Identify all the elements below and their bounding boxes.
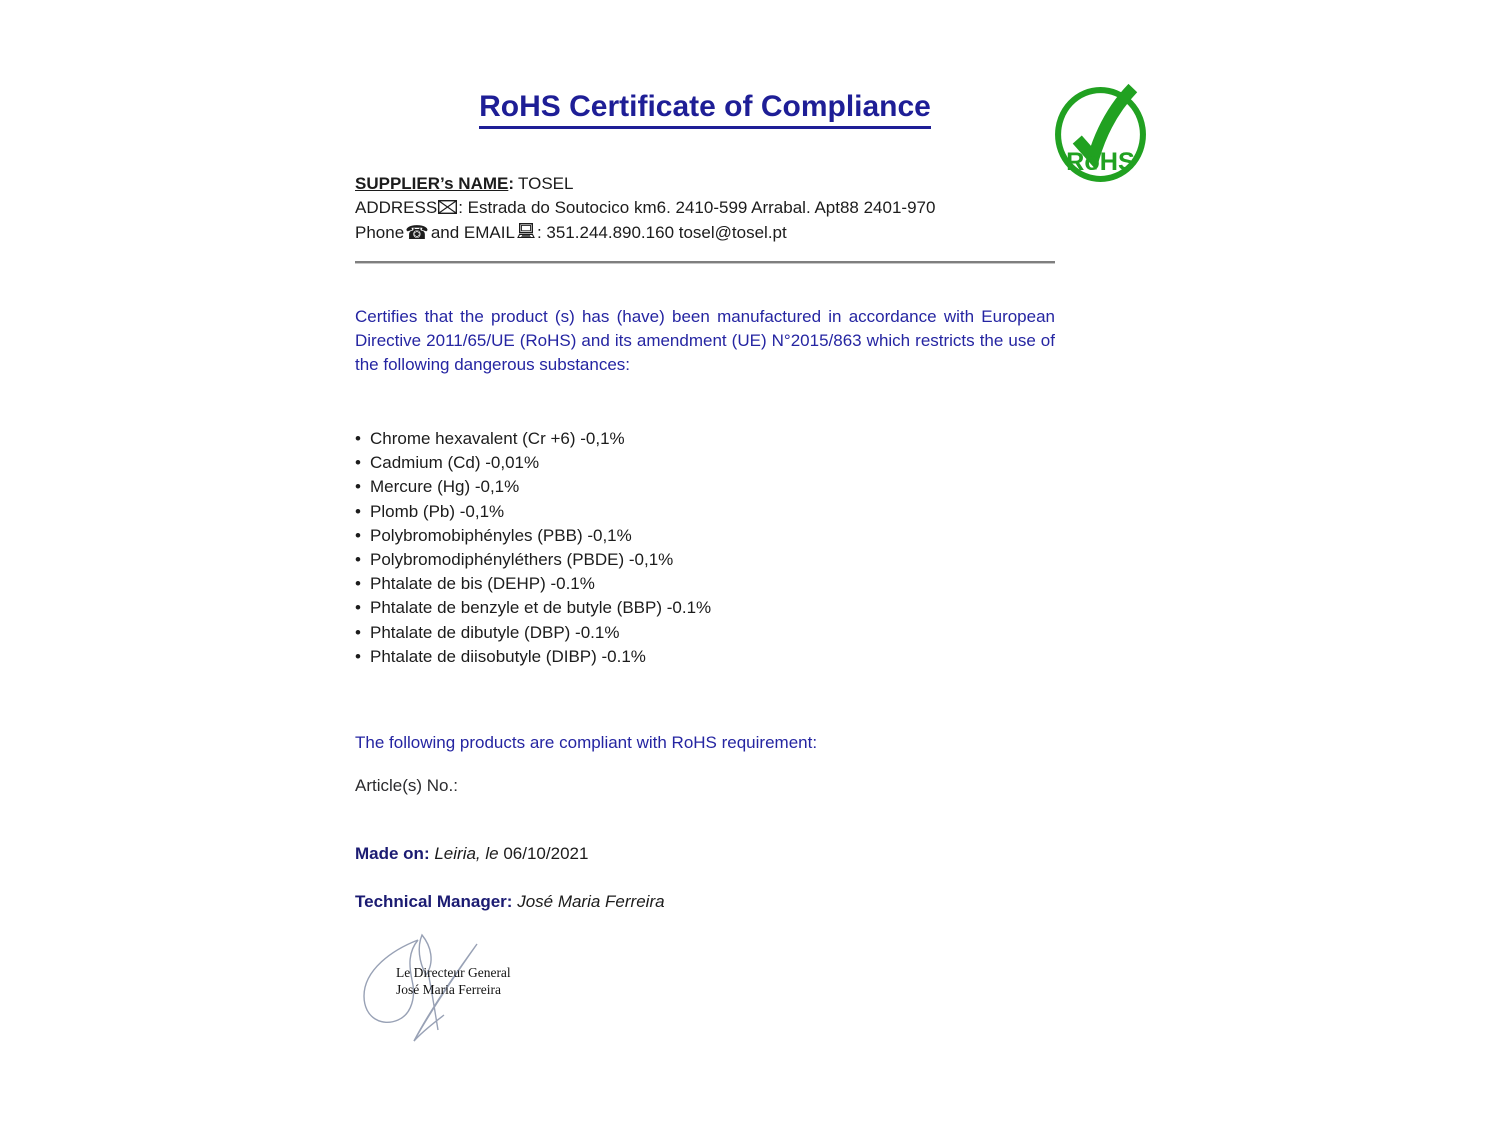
supplier-block xyxy=(355,172,1075,246)
articles-label: Article(s) No.: xyxy=(355,776,458,795)
substances-list xyxy=(355,427,711,669)
substance-item: • Cadmium (Cd) -0,01% xyxy=(355,451,711,475)
technical-manager-line xyxy=(355,892,665,912)
made-on-line xyxy=(355,844,588,864)
supplier-name-line xyxy=(355,172,1075,196)
compliance-statement: The following products are compliant with RoHS requirement: xyxy=(355,733,818,752)
substance-item: • Phtalate de benzyle et de butyle (BBP) -0.1% xyxy=(355,596,711,620)
substance-item: • Mercure (Hg) -0,1% xyxy=(355,475,711,499)
address-value: : Estrada do Soutocico km6. 2410-599 Arrabal. Apt88 2401-970 xyxy=(458,198,936,217)
and-email-label: and EMAIL xyxy=(430,223,515,242)
made-on-date: 06/10/2021 xyxy=(503,844,589,863)
technical-manager-name: José Maria Ferreira xyxy=(517,892,665,911)
certification-paragraph: Certifies that the product (s) has (have) been manufactured in accordance with European Directive 2011/65/UE (RoHS) and its amendment (UE) N°2015/863 which restricts the use of the following dangerous substances: xyxy=(355,307,1055,374)
phone-label: Phone xyxy=(355,223,405,242)
made-on-label: Made on: xyxy=(355,844,430,863)
address-label: ADDRESS xyxy=(355,198,438,217)
supplier-name-value: TOSEL xyxy=(518,174,574,193)
title-block xyxy=(355,90,1055,129)
phone-icon: ☎ xyxy=(405,223,429,244)
substance-item: • Phtalate de dibutyle (DBP) -0.1% xyxy=(355,621,711,645)
technical-manager-label: Technical Manager: xyxy=(355,892,513,911)
contact-value: : 351.244.890.160 tosel@tosel.pt xyxy=(536,223,787,242)
substance-item: • Phtalate de bis (DEHP) -0.1% xyxy=(355,572,711,596)
supplier-name-label: SUPPLIER’s NAME xyxy=(355,174,509,193)
made-on-place: Leiria, le xyxy=(434,844,499,863)
separator-line xyxy=(355,261,1055,264)
signature-title: Le Directeur General xyxy=(396,965,511,980)
signature-caption xyxy=(396,964,511,998)
rohs-logo xyxy=(1052,84,1149,181)
supplier-contact-line xyxy=(355,221,1075,246)
signature-name: José Maria Ferreira xyxy=(396,982,501,997)
signature-block xyxy=(358,922,518,1052)
substance-item: • Phtalate de diisobutyle (DIBP) -0.1% xyxy=(355,645,711,669)
substance-item: • Chrome hexavalent (Cr +6) -0,1% xyxy=(355,427,711,451)
substance-item: • Plomb (Pb) -0,1% xyxy=(355,500,711,524)
logo-label: RoHS xyxy=(1066,147,1135,176)
supplier-name-colon: : xyxy=(508,174,515,193)
substance-item: • Polybromobiphényles (PBB) -0,1% xyxy=(355,524,711,548)
supplier-address-line xyxy=(355,196,1075,221)
computer-icon xyxy=(516,222,536,246)
substance-item: • Polybromodiphényléthers (PBDE) -0,1% xyxy=(355,548,711,572)
page-title: RoHS Certificate of Compliance xyxy=(479,90,931,129)
envelope-icon xyxy=(438,197,457,221)
